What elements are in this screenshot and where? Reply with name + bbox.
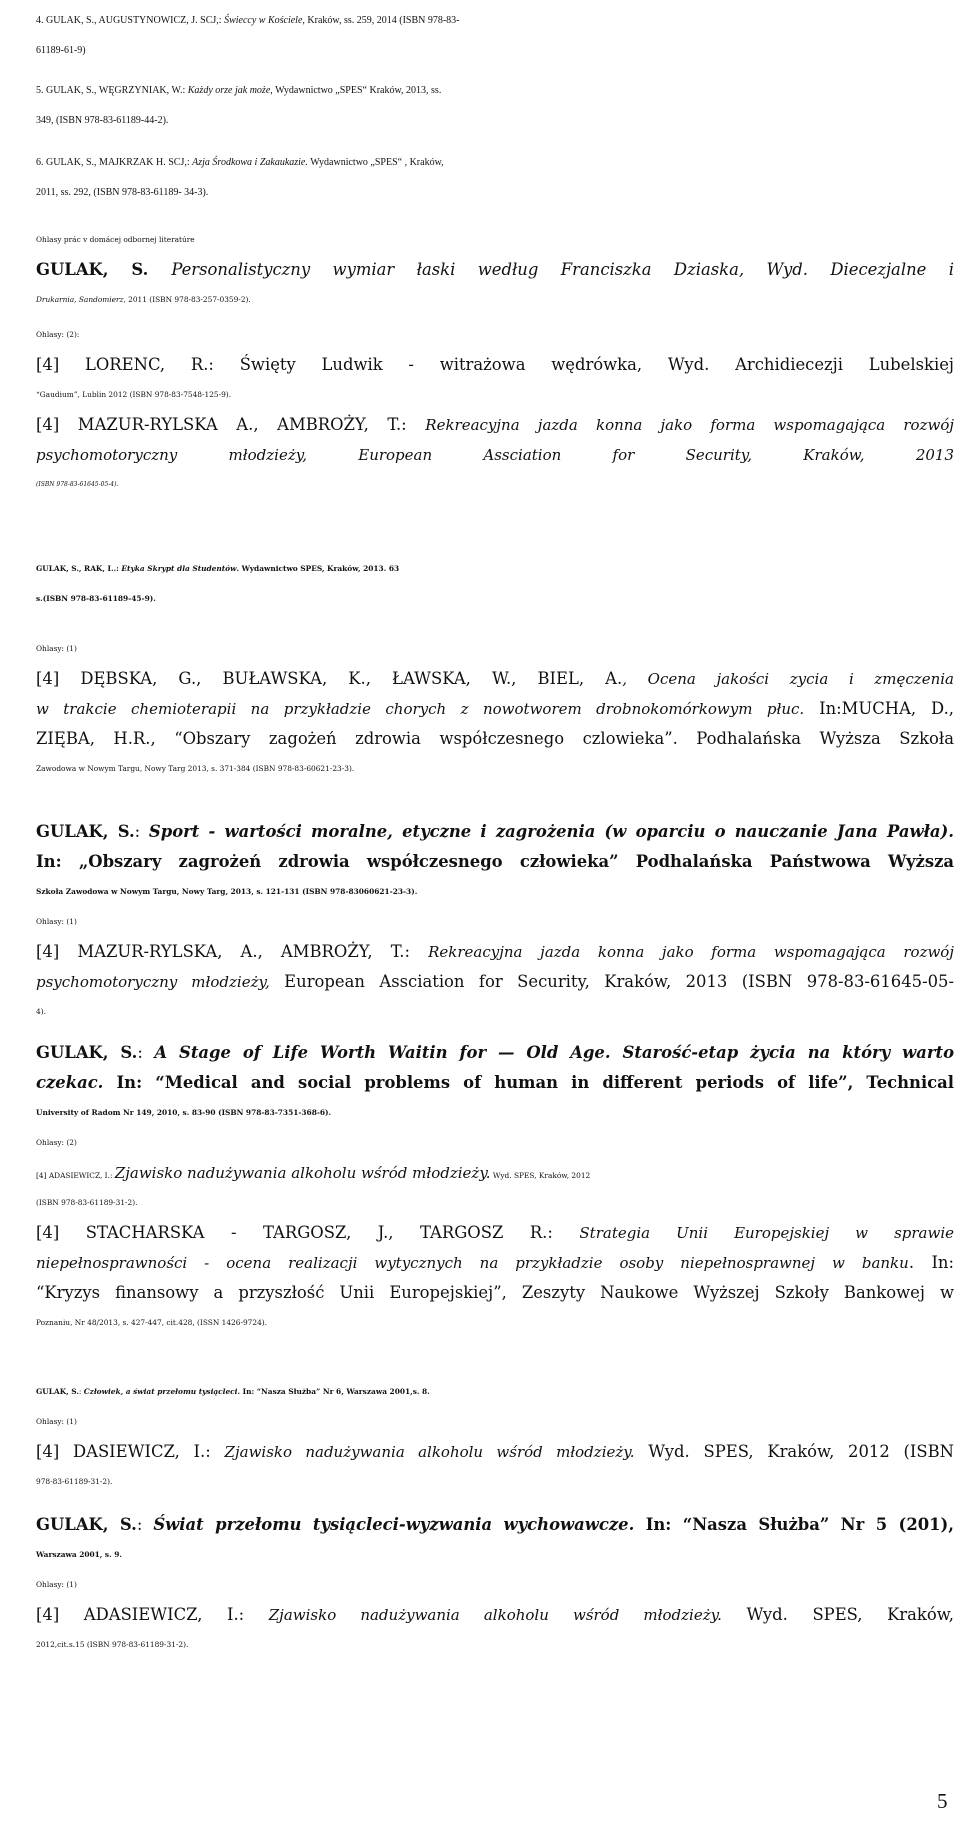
citation-title: Zjawisko nadużywania alkoholu wśród młodzieży. [268, 1606, 722, 1624]
entry-source: In: “Medical and social problems of human in different periods of life”, Technical [103, 1073, 954, 1092]
entry-details: Wydawnictwo „SPES“ , Kraków, [307, 157, 444, 168]
entry-authors: GULAK, S. [36, 260, 172, 279]
citations-count: Ohlasy: (1) [36, 917, 77, 926]
citation-title: psychomotoryczny młodzieży, [36, 973, 270, 991]
entry-authors: 4. GULAK, S., AUGUSTYNOWICZ, J. SCJ,: [36, 15, 225, 26]
entry-line: GULAK, S.: Sport - wartości moralne, etyczne i zagrożenia (w oparciu o nauczanie Jana Pawła). [36, 822, 954, 841]
citation-authors: [4] DASIEWICZ, I. [36, 1442, 206, 1461]
citations-count: Ohlasy: (2) [36, 1138, 77, 1147]
citation-details: Wyd. SPES, Kraków, 2012 (ISBN [634, 1442, 955, 1461]
citations-count: Ohlasy: (1) [36, 1580, 77, 1589]
entry-title: Personalistyczny wymiar łaski według Franciszka Dziaska, Wyd. [171, 260, 808, 279]
citation-title: niepełnosprawności - ocena realizacji wytycznych na przykładzie osoby niepełnosprawnej w banku [36, 1254, 909, 1272]
entry-isbn: s.(ISBN 978-83-61189-45-9). [36, 594, 156, 603]
bibliography-entry-etyka [36, 554, 954, 784]
entry-line [36, 554, 954, 584]
citation-details: Wyd. SPES, Kraków, 2012 [490, 1171, 591, 1180]
citation-line: [4] ADASIEWICZ, I.: Zjawisko nadużywania alkoholu wśród młodzieży. Wyd. SPES, Kraków, 2012 [36, 1164, 591, 1182]
entry-authors: GULAK, S. [36, 1387, 79, 1396]
bibliography-entry-5 [36, 76, 954, 136]
citation-isbn: Poznaniu, Nr 48/2013, s. 427-447, cit.428, (ISSN 1426-9724). [36, 1318, 268, 1327]
citations-count: Ohlasy: (2): [36, 330, 80, 339]
entry-line: GULAK, S.: A Stage of Life Worth Waitin for — Old Age. Starość-etap życia na który warto [36, 1043, 955, 1062]
citation-authors: [4] DĘBSKA, G., BUŁAWSKA, K., ŁAWSKA, W., BIEL, A. [36, 669, 623, 688]
entry-isbn: , 2011 (ISBN 978-83-257-0359-2). [123, 295, 251, 304]
entry-title: Świeccy w Kościele [224, 15, 303, 26]
bibliography-entry-6 [36, 148, 954, 208]
entry-line: In: „Obszary zagrożeń zdrowia współczesnego człowieka” Podhalańska Państwowa Wyższa [36, 852, 954, 871]
citation-line [36, 967, 954, 997]
citation-isbn: 2012,cit.s.15 (ISBN 978-83-61189-31-2). [36, 1640, 189, 1649]
citation-details: : Święty Ludwik - witrażowa wędrówka, Wyd. Archidiecezji Lubelskiej [208, 355, 954, 374]
citation-line [36, 694, 954, 724]
entry-line: GULAK, S.: Człowiek, a świat przełomu tysiącleci. In: “Nasza Służba” Nr 6, Warszawa 2001,s. 8. [36, 1387, 430, 1396]
section-heading: Ohlasy prác v domácej odbornej literatúre [36, 235, 195, 244]
citation-title: Zjawisko nadużywania alkoholu wśród młodzieży. [224, 1443, 635, 1461]
entry-title: Człowiek, a świat przełomu tysiącleci. [83, 1387, 241, 1396]
entry-line [36, 1068, 954, 1098]
entry-title: czekac. [36, 1073, 104, 1092]
bibliography-entry-czlowiek [36, 1377, 954, 1497]
citation-details: European Assciation for Security, Kraków, 2013 (ISBN 978-83-61645-05- [269, 972, 955, 991]
entry-line [36, 255, 954, 285]
citation-authors: [4] STACHARSKA - TARGOSZ, J., TARGOSZ R. [36, 1223, 548, 1242]
citation-title: w trakcie chemioterapii na przykładzie chorych z nowotworem drobnokomórkowym płuc. [36, 700, 805, 718]
citation-details: psychomotoryczny młodzieży, European Assciation for Security, Kraków, 2013 [36, 446, 954, 464]
citation-line: [4] STACHARSKA - TARGOSZ, J., TARGOSZ R.: Strategia Unii Europejskiej w sprawie [36, 1223, 954, 1242]
citation-authors: [4] ADASIEWICZ, I. [36, 1605, 239, 1624]
citation-details: Wyd. SPES, Kraków, [721, 1605, 955, 1624]
entry-authors: GULAK, S. [36, 1515, 137, 1534]
entry-line [36, 285, 954, 315]
entry-details: , Kraków, ss. 259, 2014 (ISBN 978-83- [302, 15, 460, 26]
citation-title: Zjawisko nadużywania alkoholu wśród młodzieży. [114, 1164, 491, 1182]
citation-title: Rekreacyjna jazda konna jako forma wspomagająca rozwój [428, 943, 954, 961]
citation-details: “Kryzys finansowy a przyszłość Unii Europejskiej”, Zeszyty Naukowe Wyższej Szkoły Bankowej w [36, 1283, 954, 1302]
citation-title: Rekreacyjna jazda konna jako forma wspomagająca rozwój [425, 416, 954, 434]
citation-authors: [4] ADASIEWICZ, I. [36, 1171, 110, 1180]
citation-isbn: “Gaudium”, Lublin 2012 (ISBN 978-83-7548-125-9). [36, 390, 232, 399]
citation-details: ZIĘBA, H.R., “Obszary zagożeń zdrowia współczesnego czlowieka”. Podhalańska Wyższa Szkoła [36, 729, 954, 748]
citations-count: Ohlasy: (1) [36, 1417, 77, 1426]
entry-source: In: “Nasza Służba” Nr 6, Warszawa 2001,s. 8. [240, 1387, 430, 1396]
entry-details: . Wydawnictwo SPES, Kraków, 2013. 63 [236, 564, 400, 573]
citations-count: Ohlasy: (1) [36, 644, 77, 653]
entry-authors: GULAK, S. [36, 822, 135, 841]
citation-isbn: Zawodowa w Nowym Targu, Nowy Targ 2013, s. 371-384 (ISBN 978-83-60621-23-3). [36, 764, 355, 773]
entry-line [36, 76, 954, 106]
citation-title: Strategia Unii Europejskiej w sprawie [579, 1224, 954, 1242]
entry-title: Etyka Skrypt dla Studentów [121, 564, 237, 573]
entry-authors: GULAK, S., RAK, I..: [36, 564, 122, 573]
bibliography-entry-stage-of-life [36, 1038, 954, 1338]
citation-authors: [4] MAZUR-RYLSKA, A., AMBROŻY, T. [36, 942, 405, 961]
entry-details: Diecezjalne i [807, 260, 954, 279]
citation-authors: [4] LORENC, R. [36, 355, 209, 374]
entry-isbn: 2011, ss. 292, (ISBN 978-83-61189- 34-3). [36, 187, 209, 198]
citation-line [36, 350, 954, 380]
entry-isbn: 61189-61-9) [36, 45, 86, 56]
entry-title: Azja Środkowa i Zakaukazie. [192, 157, 308, 168]
citation-details: In:MUCHA, D., [804, 699, 954, 718]
citation-title: , Ocena jakości zycia i zmęczenia [622, 670, 954, 688]
bibliography-entry-swiat [36, 1510, 954, 1660]
citation-details: . In: [908, 1253, 954, 1272]
entry-authors: 6. GULAK, S., MAJKRZAK H. SCJ,: [36, 157, 193, 168]
entry-isbn: 349, (ISBN 978-83-61189-44-2). [36, 115, 169, 126]
citation-isbn: 978-83-61189-31-2). [36, 1477, 113, 1486]
entry-line [36, 148, 954, 178]
entry-publisher: Drukarnia, Sandomierz [36, 295, 124, 304]
entry-title: Sport - wartości moralne, etyczne i zagrożenia (w oparciu o nauczanie Jana Pawła). [148, 822, 954, 841]
page-number: 5 [937, 1789, 948, 1813]
entry-authors: 5. GULAK, S., WĘGRZYNIAK, W.: [36, 85, 188, 96]
entry-source: In: “Nasza Służba” Nr 5 (201), [634, 1515, 954, 1534]
entry-isbn: Szkoła Zawodowa w Nowym Targu, Nowy Targ, 2013, s. 121-131 (ISBN 978-83060621-23-3). [36, 887, 418, 896]
citations-section [36, 225, 954, 500]
citation-isbn: (ISBN 978-83-61645-05-4). [36, 481, 119, 488]
entry-title: Świat przełomu tysiącleci-wyzwania wychowawcze. [153, 1515, 635, 1534]
citation-authors: [4] MAZUR-RYLSKA A., AMBROŻY, T. [36, 415, 402, 434]
entry-authors: GULAK, S. [36, 1043, 138, 1062]
citation-line [36, 664, 954, 694]
citation-line [36, 1248, 954, 1278]
entry-details: Warszawa 2001, s. 9. [36, 1550, 122, 1559]
entry-title: Każdy orze jak może [187, 85, 271, 96]
citation-line: [4] MAZUR-RYLSKA A., AMBROŻY, T.: Rekreacyjna jazda konna jako forma wspomagająca rozwój [36, 415, 954, 434]
citation-isbn: 4). [36, 1007, 46, 1016]
citation-line: [4] ADASIEWICZ, I.: Zjawisko nadużywania alkoholu wśród młodzieży. Wyd. SPES, Kraków, [36, 1605, 955, 1624]
citation-line: [4] DASIEWICZ, I.: Zjawisko nadużywania alkoholu wśród młodzieży. Wyd. SPES, Kraków, 2012 (ISBN [36, 1442, 955, 1461]
bibliography-entry-sport [36, 817, 954, 1027]
entry-title: A Stage of Life Worth Waitin for — Old Age. Starość-etap życia na który warto [154, 1043, 955, 1062]
entry-source: „Obszary zagrożeń zdrowia współczesnego człowieka” Podhalańska Państwowa Wyższa [78, 852, 954, 871]
citation-line: [4] MAZUR-RYLSKA, A., AMBROŻY, T.: Rekreacyjna jazda konna jako forma wspomagająca rozwój [36, 942, 954, 961]
citation-isbn: (ISBN 978-83-61189-31-2). [36, 1198, 138, 1207]
bibliography-entry-4 [36, 6, 954, 66]
entry-line [36, 6, 954, 36]
entry-details: , Wydawnictwo „SPES“ Kraków, 2013, ss. [270, 85, 442, 96]
entry-isbn: University of Radom Nr 149, 2010, s. 83-90 (ISBN 978-83-7351-368-6). [36, 1108, 332, 1117]
entry-line: GULAK, S.: Świat przełomu tysiącleci-wyzwania wychowawcze. In: “Nasza Służba” Nr 5 (201), [36, 1515, 954, 1534]
